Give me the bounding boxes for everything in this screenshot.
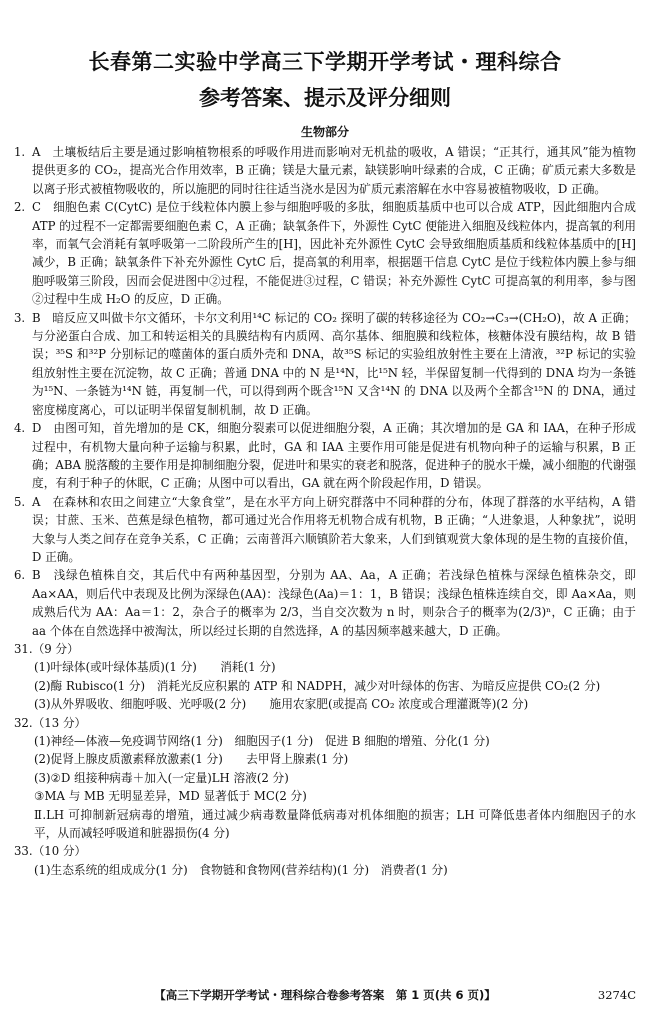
answer-line: (2)酶 Rubisco(1 分) 消耗光反应积累的 ATP 和 NADPH，减少对叶绿体的伤害、为暗反应提供 CO₂(2 分)	[34, 678, 601, 693]
question-answer-text: A 土壤板结后主要是通过影响植物根系的呼吸作用进而影响对无机盐的吸收，A 错误；“正其行，通其风”能为植物提供更多的 CO₂，提高光合作用效率，B 正确；镁是大量元素，缺镁影响叶绿素的合成，C 正确；矿质元素大多数是以离子形式被植物吸收的，所以施肥的同时往往适当浇水是因为矿质元素溶解在水中容易被植物吸收，D 正确。	[32, 145, 636, 196]
answer-line: (1)生态系统的组成成分(1 分) 食物链和食物网(营养结构)(1 分) 消费者(1 分)	[34, 862, 448, 877]
question-number: 6.	[14, 568, 26, 583]
question-answer-text: B 暗反应又叫做卡尔文循环，卡尔文利用¹⁴C 标记的 CO₂ 探明了碳的转移途径为 CO₂→C₃→(CH₂O)，故 A 正确；与分泌蛋白合成、加工和转运相关的具膜结构有内质网、高尔基体、细胞膜和线粒体，核糖体没有膜结构，故 B 错误；³⁵S 和³²P 分别标记的噬菌体的蛋白质外壳和 DNA，故³⁵S 标记的实验组放射性主要在上清液，³²P 标记的实验组放射性主要在沉淀物，故 C 正确；普通 DNA 中的 N 是¹⁴N，比¹⁵N 轻，半保留复制一代得到的 DNA 均为一条链为¹⁵N、一条链为¹⁴N 链，再复制一代，可以得到两个既含¹⁵N 又含¹⁴N 的 DNA 以及两个全都含¹⁵N 的 DNA，通过密度梯度离心，可以证明半保留复制机制，故 D 正确。	[32, 310, 636, 417]
question-32	[14, 714, 636, 843]
question-answer-text: B 浅绿色植株自交，其后代中有两种基因型，分别为 AA、Aa，A 正确；若浅绿色植株与深绿色植株杂交，即 Aa×AA，则后代中表现及比例为深绿色(AA)：浅绿色(Aa)＝1：1，B 错误；浅绿色植株连续自交，即 Aa×Aa，则成熟后代为 AA：Aa＝1：2，杂合子的概率为 2/3，当自交次数为 n 时，则杂合子的概率为(2/3)ⁿ，C 正确；由于 aa 个体在自然选择中被淘汰，所以经过长期的自然选择，A 的基因频率越来越大，D 正确。	[32, 568, 636, 638]
question-number: 4.	[14, 421, 26, 436]
document-subtitle: 参考答案、提示及评分细则	[199, 86, 451, 110]
answer-line: Ⅱ.LH 可抑制新冠病毒的增殖，通过减少病毒数量降低病毒对机体细胞的损害；LH 可降低患者体内细胞因子的水平，从而减轻呼吸道和脏器损伤(4 分)	[34, 807, 636, 841]
question-answer-text: A 在森林和农田之间建立“大象食堂”，是在水平方向上研究群落中不同种群的分布，体现了群落的水平结构，A 错误；甘蔗、玉米、芭蕉是绿色植物，都可通过光合作用将无机物合成有机物，B 正确；“人进象退，人种象扰”，说明大象与人类之间存在竞争关系，C 正确；云南普洱六顺镇阶若大象来，人们到镇观赏大象体现的是生物的直接价值，D 正确。	[32, 494, 636, 564]
section-title-biology: 生物部分	[300, 125, 349, 139]
question-6	[14, 566, 636, 640]
question-answer-text: C 细胞色素 C(CytC) 是位于线粒体内膜上参与细胞呼吸的多肽，细胞质基质中也可以合成 ATP，因此细胞内合成 ATP 的过程不一定都需要细胞色素 C，A 正确；缺氧条件下，外源性 CytC 便能进入细胞及线粒体内，提高氧的利用率，而氧气会消耗有氧呼吸第一二阶段所产生的[H]，因此补充外源性 CytC 会导致细胞质基质和线粒体基质中的[H]减少，B 正确；缺氧条件下补充外源性 CytC 后，提高氧的利用率，根据题干信息 CytC 是位于线粒体内膜上参与细胞呼吸第三阶段，因而会促进图中②过程，不能促进③过程，C 错误；补充外源性 CytC 可提高氧的利用率，参与图②过程中生成 H₂O 的反应，D 正确。	[32, 200, 636, 307]
footer-code: 3274C	[597, 988, 636, 1002]
question-1	[14, 143, 636, 198]
document-title: 长春第二实验中学高三下学期开学考试・理科综合	[88, 50, 562, 74]
question-number: 3.	[14, 310, 26, 325]
question-header: 31.（9 分）	[14, 641, 79, 656]
answer-line: (3)②D 组接种病毒＋加入(一定量)LH 溶液(2 分)	[34, 770, 289, 785]
answer-line: (1)叶绿体(或叶绿体基质)(1 分) 消耗(1 分)	[34, 660, 276, 675]
question-header: 32.（13 分）	[14, 715, 87, 730]
question-number: 2.	[14, 200, 26, 215]
footer-page-info: 【高三下学期开学考试・理科综合卷参考答案 第 1 页(共 6 页)】	[154, 988, 496, 1002]
question-5	[14, 493, 636, 567]
question-4	[14, 419, 636, 493]
question-answer-text: D 由图可知，首先增加的是 CK，细胞分裂素可以促进细胞分裂，A 正确；其次增加的是 GA 和 IAA，在种子形成过程中，有机物大量向种子运输与积累，此时，GA 和 IAA 主要作用可能是促进有机物向种子的运输与积累，B 正确；ABA 脱落酸的主要作用是抑制细胞分裂，促进叶和果实的衰老和脱落，促进种子的脱水干燥，减小细胞的代谢强度，有利于种子的休眠，C 正确；从图中可以看出，GA 就在两个阶段起作用，D 错误。	[32, 421, 636, 491]
answer-line: (1)神经—体液—免疫调节网络(1 分) 细胞因子(1 分) 促进 B 细胞的增殖、分化(1 分)	[34, 734, 490, 748]
question-number: 1.	[14, 145, 26, 159]
page-footer	[14, 987, 636, 1003]
question-number: 5.	[14, 494, 26, 509]
answer-line: (2)促肾上腺皮质激素释放激素(1 分) 去甲肾上腺素(1 分)	[34, 752, 349, 767]
question-31	[14, 640, 636, 714]
question-header: 33.（10 分）	[14, 844, 87, 859]
question-2	[14, 198, 636, 308]
answer-line: ③MA 与 MB 无明显差异，MD 显著低于 MC(2 分)	[34, 789, 307, 804]
question-33	[14, 842, 636, 879]
answer-line: (3)从外界吸收、细胞呼吸、光呼吸(2 分) 施用农家肥(或提高 CO₂ 浓度或合理灌溉等)(2 分)	[34, 697, 529, 712]
question-3	[14, 309, 636, 419]
